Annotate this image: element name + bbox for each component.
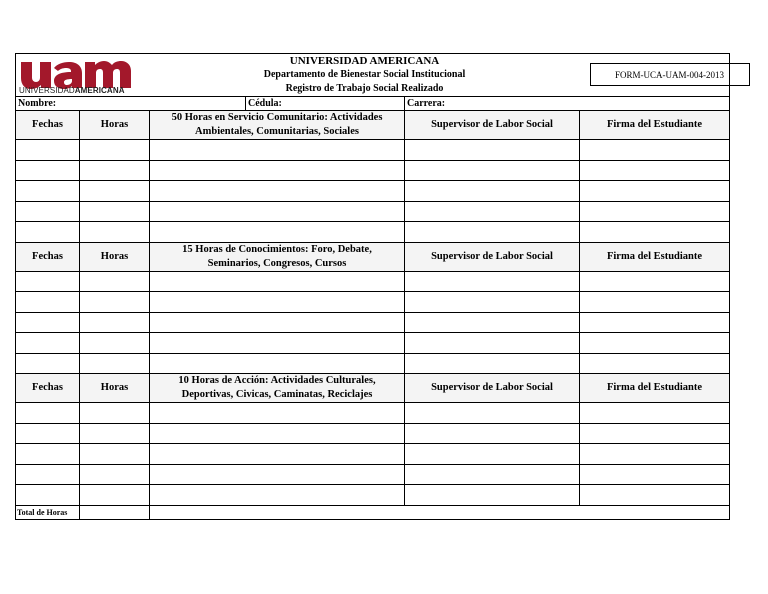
firma-cell[interactable]	[580, 181, 730, 202]
firma-cell[interactable]	[580, 423, 730, 444]
firma-cell[interactable]	[580, 333, 730, 354]
fecha-cell[interactable]	[16, 292, 80, 313]
table-row	[16, 333, 730, 354]
supervisor-cell[interactable]	[405, 464, 580, 485]
fecha-cell[interactable]	[16, 464, 80, 485]
activity-cell[interactable]	[150, 312, 405, 333]
firma-cell[interactable]	[580, 160, 730, 181]
table-row	[16, 271, 730, 292]
nombre-label: Nombre:	[18, 98, 57, 109]
form-code-cell	[580, 54, 730, 97]
firma-cell[interactable]	[580, 485, 730, 506]
supervisor-cell[interactable]	[405, 140, 580, 161]
fecha-cell[interactable]	[16, 271, 80, 292]
supervisor-cell[interactable]	[405, 271, 580, 292]
table-row	[16, 181, 730, 202]
fecha-cell[interactable]	[16, 423, 80, 444]
fecha-cell[interactable]	[16, 222, 80, 243]
firma-cell[interactable]	[580, 292, 730, 313]
col-supervisor: Supervisor de Labor Social	[405, 374, 580, 403]
horas-cell[interactable]	[80, 464, 150, 485]
fecha-cell[interactable]	[16, 140, 80, 161]
firma-cell[interactable]	[580, 403, 730, 424]
total-blank	[150, 505, 730, 519]
table-row	[16, 222, 730, 243]
table-row	[16, 403, 730, 424]
fecha-cell[interactable]	[16, 160, 80, 181]
col-horas: Horas	[80, 374, 150, 403]
horas-cell[interactable]	[80, 353, 150, 374]
supervisor-cell[interactable]	[405, 312, 580, 333]
table-row	[16, 423, 730, 444]
table-row	[16, 464, 730, 485]
horas-cell[interactable]	[80, 160, 150, 181]
col-horas: Horas	[80, 111, 150, 140]
supervisor-cell[interactable]	[405, 423, 580, 444]
horas-cell[interactable]	[80, 333, 150, 354]
activity-cell[interactable]	[150, 222, 405, 243]
supervisor-cell[interactable]	[405, 292, 580, 313]
activity-cell[interactable]	[150, 423, 405, 444]
activity-cell[interactable]	[150, 201, 405, 222]
section-title: 10 Horas de Acción: Actividades Culturales, Deportivas, Civicas, Caminatas, Reciclajes	[150, 374, 405, 403]
horas-cell[interactable]	[80, 271, 150, 292]
activity-cell[interactable]	[150, 271, 405, 292]
activity-cell[interactable]	[150, 333, 405, 354]
supervisor-cell[interactable]	[405, 485, 580, 506]
horas-cell[interactable]	[80, 292, 150, 313]
table-row	[16, 201, 730, 222]
supervisor-cell[interactable]	[405, 333, 580, 354]
horas-cell[interactable]	[80, 140, 150, 161]
firma-cell[interactable]	[580, 271, 730, 292]
logo-caption: UNIVERSIDADAMERICANA	[19, 86, 125, 95]
activity-cell[interactable]	[150, 292, 405, 313]
fecha-cell[interactable]	[16, 201, 80, 222]
carrera-field[interactable]	[405, 97, 730, 111]
activity-cell[interactable]	[150, 444, 405, 465]
col-firma: Firma del Estudiante	[580, 242, 730, 271]
supervisor-cell[interactable]	[405, 181, 580, 202]
section-title: 15 Horas de Conocimientos: Foro, Debate, Seminarios, Congresos, Cursos	[150, 242, 405, 271]
section-header	[16, 374, 730, 403]
fecha-cell[interactable]	[16, 444, 80, 465]
activity-cell[interactable]	[150, 140, 405, 161]
firma-cell[interactable]	[580, 201, 730, 222]
supervisor-cell[interactable]	[405, 201, 580, 222]
activity-cell[interactable]	[150, 403, 405, 424]
supervisor-cell[interactable]	[405, 222, 580, 243]
col-fechas: Fechas	[16, 111, 80, 140]
supervisor-cell[interactable]	[405, 444, 580, 465]
table-row	[16, 353, 730, 374]
form-title: Registro de Trabajo Social Realizado	[285, 83, 444, 94]
firma-cell[interactable]	[580, 444, 730, 465]
activity-cell[interactable]	[150, 181, 405, 202]
horas-cell[interactable]	[80, 444, 150, 465]
horas-cell[interactable]	[80, 485, 150, 506]
horas-cell[interactable]	[80, 181, 150, 202]
university-name: UNIVERSIDAD AMERICANA	[289, 55, 440, 67]
activity-cell[interactable]	[150, 160, 405, 181]
firma-cell[interactable]	[580, 353, 730, 374]
firma-cell[interactable]	[580, 140, 730, 161]
section-title: 50 Horas en Servicio Comunitario: Actividades Ambientales, Comunitarias, Sociales	[150, 111, 405, 140]
fecha-cell[interactable]	[16, 312, 80, 333]
fecha-cell[interactable]	[16, 333, 80, 354]
col-supervisor: Supervisor de Labor Social	[405, 111, 580, 140]
total-hours-cell[interactable]	[80, 505, 150, 519]
fecha-cell[interactable]	[16, 181, 80, 202]
section-header	[16, 242, 730, 271]
table-row	[16, 140, 730, 161]
horas-cell[interactable]	[80, 201, 150, 222]
form-table	[15, 53, 730, 520]
nombre-field[interactable]	[16, 97, 246, 111]
firma-cell[interactable]	[580, 222, 730, 243]
col-horas: Horas	[80, 242, 150, 271]
horas-cell[interactable]	[80, 312, 150, 333]
firma-cell[interactable]	[580, 464, 730, 485]
department-name: Departamento de Bienestar Social Institucional	[263, 69, 466, 80]
col-firma: Firma del Estudiante	[580, 111, 730, 140]
horas-cell[interactable]	[80, 423, 150, 444]
fecha-cell[interactable]	[16, 403, 80, 424]
activity-cell[interactable]	[150, 353, 405, 374]
supervisor-cell[interactable]	[405, 160, 580, 181]
social-work-form	[15, 53, 729, 520]
cedula-label: Cédula:	[248, 98, 282, 109]
cedula-field[interactable]	[246, 97, 405, 111]
supervisor-cell[interactable]	[405, 403, 580, 424]
col-firma: Firma del Estudiante	[580, 374, 730, 403]
horas-cell[interactable]	[80, 403, 150, 424]
table-row	[16, 292, 730, 313]
table-row	[16, 160, 730, 181]
fecha-cell[interactable]	[16, 485, 80, 506]
col-fechas: Fechas	[16, 374, 80, 403]
section-header	[16, 111, 730, 140]
form-code: FORM-UCA-UAM-004-2013	[590, 63, 750, 86]
horas-cell[interactable]	[80, 222, 150, 243]
firma-cell[interactable]	[580, 312, 730, 333]
activity-cell[interactable]	[150, 464, 405, 485]
table-row	[16, 312, 730, 333]
col-fechas: Fechas	[16, 242, 80, 271]
supervisor-cell[interactable]	[405, 353, 580, 374]
carrera-label: Carrera:	[407, 98, 446, 109]
form-title-block	[150, 54, 580, 97]
logo-cell	[16, 54, 150, 97]
col-supervisor: Supervisor de Labor Social	[405, 242, 580, 271]
table-row	[16, 444, 730, 465]
total-label: Total de Horas	[16, 505, 80, 519]
activity-cell[interactable]	[150, 485, 405, 506]
table-row	[16, 485, 730, 506]
fecha-cell[interactable]	[16, 353, 80, 374]
